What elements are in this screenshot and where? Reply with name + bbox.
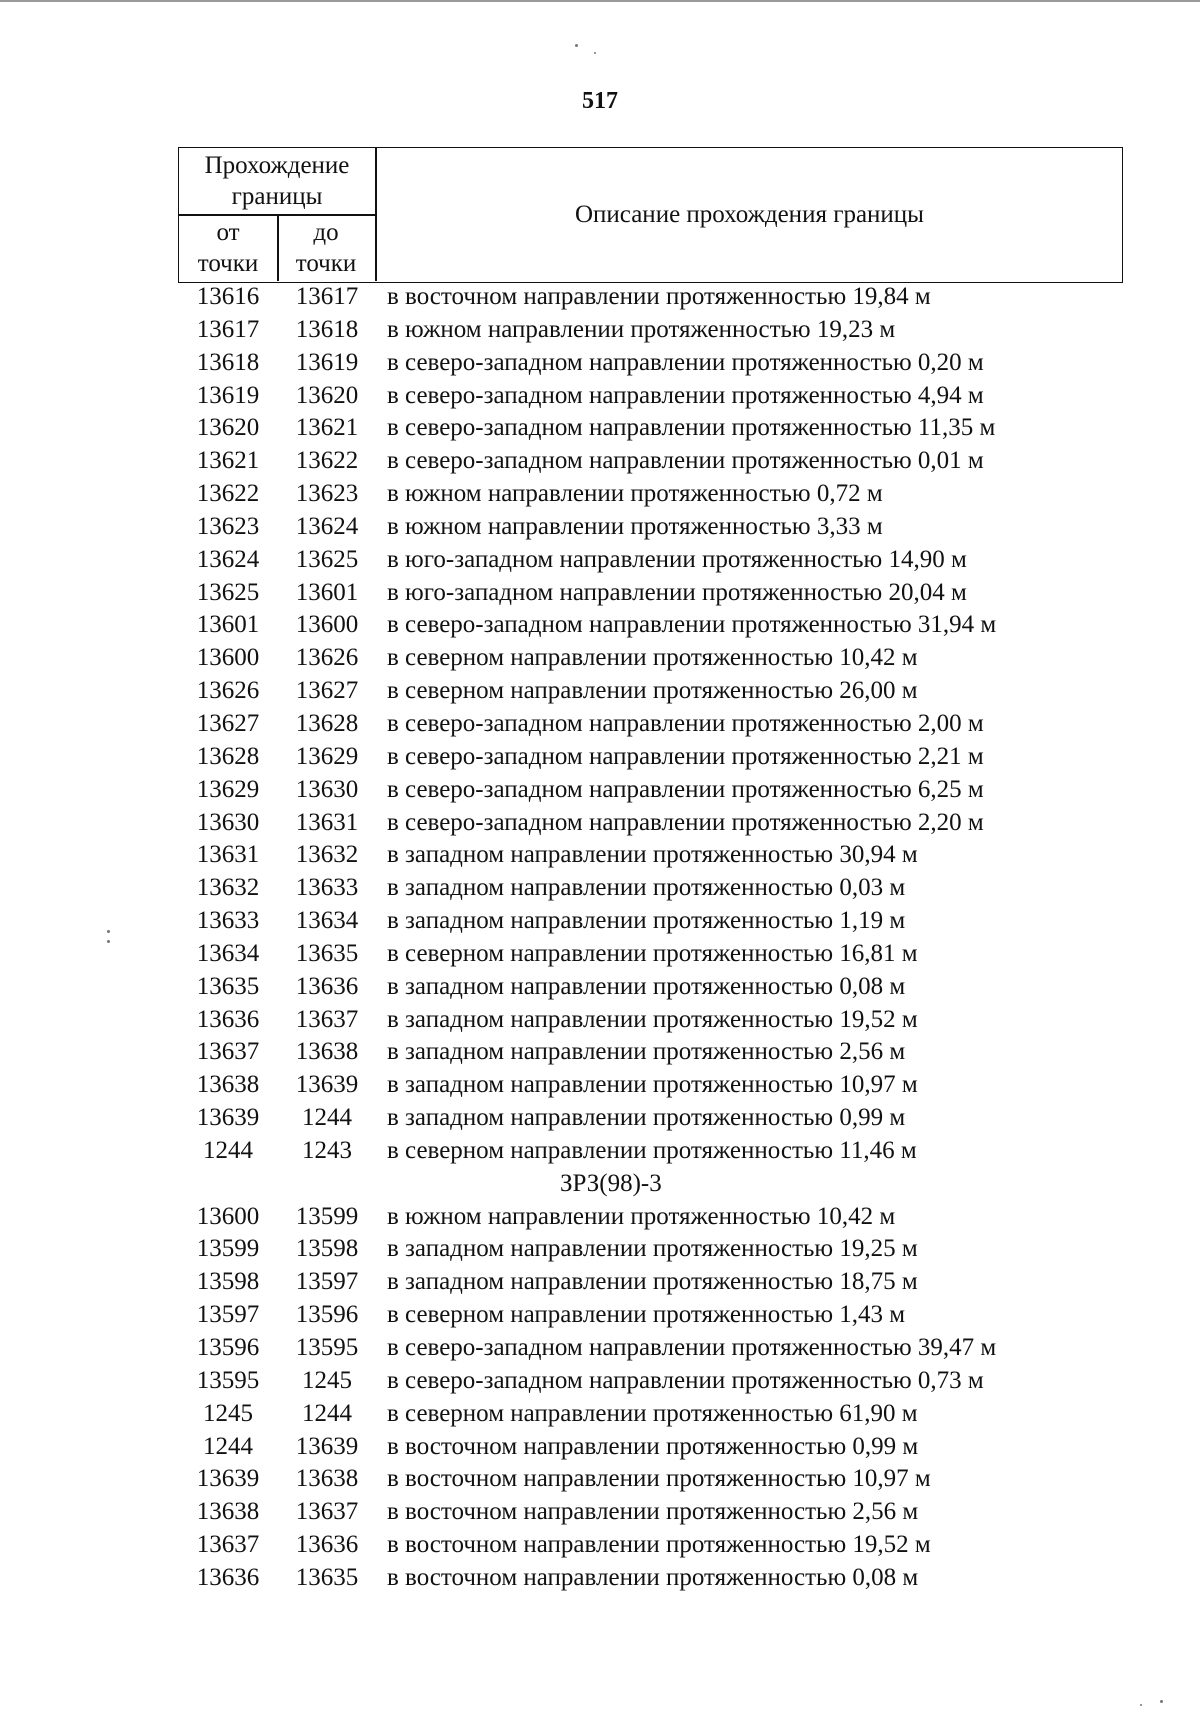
scan-top-edge (0, 0, 1200, 2)
table-row (0, 511, 1200, 544)
description-cell: в восточном направлении протяженностью 2,56 м (387, 1498, 919, 1526)
table-row (0, 1365, 1200, 1398)
to-point-cell: 13619 (295, 348, 359, 376)
to-point-cell: 1244 (302, 1104, 352, 1132)
section-title-text: ЗРЗ(98)-3 (560, 1169, 662, 1197)
to-point-cell: 13620 (295, 381, 359, 409)
description-cell: в северо-западном направлении протяженностью 0,73 м (387, 1366, 984, 1394)
from-point-cell: 13629 (196, 775, 260, 803)
from-point-cell: 13596 (196, 1334, 260, 1361)
description-cell: в западном направлении протяженностью 0,03 м (387, 874, 906, 902)
header-from-line2: точки (197, 250, 259, 277)
header-description: Описание прохождения границы (575, 201, 924, 228)
description-cell: в северном направлении протяженностью 26,00 м (387, 677, 918, 705)
header-to-line2: точки (295, 250, 357, 277)
table-row (0, 1069, 1200, 1102)
description-cell: в северо-западном направлении протяженностью 39,47 м (387, 1334, 997, 1361)
from-point-cell: 13617 (196, 315, 260, 343)
table-row (0, 1102, 1200, 1135)
to-point-cell: 13632 (295, 841, 359, 869)
from-point-cell: 13626 (196, 677, 260, 705)
to-point-cell: 13600 (295, 611, 359, 639)
table-row (0, 872, 1200, 905)
from-point-cell: 13639 (196, 1104, 260, 1132)
description-cell: в северном направлении протяженностью 61,90 м (387, 1399, 918, 1427)
to-point-cell: 13637 (295, 1498, 359, 1526)
to-point-cell: 13617 (295, 283, 359, 310)
description-cell: в северо-западном направлении протяженностью 2,20 м (387, 808, 984, 836)
to-point-cell: 13633 (295, 874, 359, 902)
to-point-cell: 13618 (295, 315, 359, 343)
description-cell: в северо-западном направлении протяженностью 6,25 м (387, 775, 984, 803)
from-point-cell: 13638 (196, 1071, 260, 1099)
description-cell: в северо-западном направлении протяженностью 0,20 м (387, 348, 984, 376)
description-cell: в западном направлении протяженностью 18,75 м (387, 1268, 918, 1296)
to-point-cell: 13630 (295, 775, 359, 803)
table-row (0, 1266, 1200, 1299)
description-cell: в северо-западном направлении протяженностью 2,21 м (387, 742, 984, 770)
description-cell: в северном направлении протяженностью 10,42 м (387, 644, 918, 672)
table-row (0, 1135, 1200, 1168)
from-point-cell: 13634 (196, 939, 260, 967)
description-cell: в северо-западном направлении протяженностью 31,94 м (387, 611, 997, 639)
from-point-cell: 13628 (196, 742, 260, 770)
from-point-cell: 13624 (196, 545, 260, 573)
to-point-cell: 13626 (295, 644, 359, 672)
table-row (0, 445, 1200, 478)
table-row (0, 971, 1200, 1004)
description-cell: в юго-западном направлении протяженностью 20,04 м (387, 578, 967, 606)
header-to-line1: до (313, 219, 339, 246)
description-cell: в восточном направлении протяженностью 19,84 м (387, 283, 931, 310)
table-row (0, 708, 1200, 741)
description-cell: в северном направлении протяженностью 11,46 м (387, 1136, 917, 1164)
header-from-point (179, 217, 277, 279)
from-point-cell: 13595 (196, 1366, 260, 1394)
from-point-cell: 13623 (196, 512, 260, 540)
to-point-cell: 1245 (302, 1366, 352, 1394)
header-to-point (277, 217, 375, 279)
description-cell: в западном направлении протяженностью 0,08 м (387, 972, 906, 1000)
from-point-cell: 13637 (196, 1531, 260, 1559)
from-point-cell: 13639 (196, 1465, 260, 1493)
to-point-cell: 13625 (295, 545, 359, 573)
table-row (0, 905, 1200, 938)
table-row (0, 1004, 1200, 1037)
description-cell: в западном направлении протяженностью 19,25 м (387, 1235, 918, 1263)
from-point-cell: 13600 (196, 1202, 260, 1230)
table-row (0, 544, 1200, 577)
from-point-cell: 13620 (196, 414, 260, 442)
description-cell: в северо-западном направлении протяженностью 4,94 м (387, 381, 984, 409)
table-rows-part1 (0, 281, 1200, 1168)
from-point-cell: 13636 (196, 1005, 260, 1033)
from-point-cell: 13637 (196, 1038, 260, 1066)
header-boundary-line1: Прохождение (204, 152, 350, 179)
to-point-cell: 13599 (295, 1202, 359, 1230)
to-point-cell: 13637 (295, 1005, 359, 1033)
from-point-cell: 13601 (196, 611, 260, 639)
table-row (0, 1299, 1200, 1332)
to-point-cell: 13636 (295, 972, 359, 1000)
to-point-cell: 13621 (295, 414, 359, 442)
to-point-cell: 13635 (295, 1563, 359, 1591)
from-point-cell: 13619 (196, 381, 260, 409)
description-cell: в западном направлении протяженностью 19,52 м (387, 1005, 918, 1033)
description-cell: в восточном направлении протяженностью 0,99 м (387, 1432, 919, 1460)
to-point-cell: 1243 (302, 1136, 352, 1164)
description-cell: в северном направлении протяженностью 1,43 м (387, 1301, 906, 1329)
from-point-cell: 1245 (203, 1399, 253, 1427)
to-point-cell: 13595 (295, 1334, 359, 1361)
table-row (0, 1463, 1200, 1496)
from-point-cell: 13631 (196, 841, 260, 869)
table-row (0, 642, 1200, 675)
table-header (178, 147, 1123, 283)
description-cell: в западном направлении протяженностью 30,94 м (387, 841, 918, 869)
to-point-cell: 1244 (302, 1399, 352, 1427)
to-point-cell: 13638 (295, 1038, 359, 1066)
from-point-cell: 13633 (196, 907, 260, 935)
to-point-cell: 13639 (295, 1432, 359, 1460)
to-point-cell: 13598 (295, 1235, 359, 1263)
from-point-cell: 13627 (196, 709, 260, 737)
boundary-table-body (0, 281, 1200, 1595)
description-cell: в юго-западном направлении протяженностью 14,90 м (387, 545, 967, 573)
to-point-cell: 13638 (295, 1465, 359, 1493)
description-cell: в северо-западном направлении протяженностью 2,00 м (387, 709, 984, 737)
from-point-cell: 13636 (196, 1563, 260, 1591)
description-cell: в южном направлении протяженностью 10,42 м (387, 1202, 896, 1230)
from-point-cell: 13621 (196, 447, 260, 475)
from-point-cell: 13638 (196, 1498, 260, 1526)
from-point-cell: 13616 (196, 283, 260, 310)
from-point-cell: 1244 (203, 1432, 253, 1460)
table-row (0, 1398, 1200, 1431)
to-point-cell: 13601 (295, 578, 359, 606)
table-row (0, 1496, 1200, 1529)
table-row (0, 380, 1200, 413)
table-row (0, 412, 1200, 445)
from-point-cell: 13598 (196, 1268, 260, 1296)
table-row (0, 1201, 1200, 1234)
from-point-cell: 13618 (196, 348, 260, 376)
table-row (0, 839, 1200, 872)
table-row (0, 1562, 1200, 1595)
header-boundary (179, 150, 375, 212)
to-point-cell: 13631 (295, 808, 359, 836)
table-row (0, 774, 1200, 807)
to-point-cell: 13635 (295, 939, 359, 967)
from-point-cell: 13600 (196, 644, 260, 672)
table-row (0, 314, 1200, 347)
table-row (0, 938, 1200, 971)
table-row (0, 1529, 1200, 1562)
to-point-cell: 13627 (295, 677, 359, 705)
to-point-cell: 13623 (295, 480, 359, 508)
table-row (0, 675, 1200, 708)
description-cell: в западном направлении протяженностью 1,19 м (387, 907, 906, 935)
to-point-cell: 13628 (295, 709, 359, 737)
from-point-cell: 1244 (203, 1136, 253, 1164)
description-cell: в западном направлении протяженностью 0,99 м (387, 1104, 906, 1132)
table-row (0, 281, 1200, 314)
description-cell: в южном направлении протяженностью 19,23 м (387, 315, 896, 343)
to-point-cell: 13639 (295, 1071, 359, 1099)
table-row (0, 478, 1200, 511)
table-row (0, 1233, 1200, 1266)
description-cell: в северо-западном направлении протяженностью 0,01 м (387, 447, 984, 475)
header-boundary-line2: границы (231, 183, 323, 210)
table-row (0, 1431, 1200, 1464)
from-point-cell: 13630 (196, 808, 260, 836)
from-point-cell: 13632 (196, 874, 260, 902)
section-title (0, 1168, 1200, 1201)
to-point-cell: 13634 (295, 907, 359, 935)
table-row (0, 807, 1200, 840)
description-cell: в западном направлении протяженностью 2,56 м (387, 1038, 906, 1066)
table-row (0, 741, 1200, 774)
header-from-line1: от (216, 219, 240, 246)
table-row (0, 609, 1200, 642)
from-point-cell: 13597 (196, 1301, 260, 1329)
table-row (0, 347, 1200, 380)
from-point-cell: 13599 (196, 1235, 260, 1263)
to-point-cell: 13622 (295, 447, 359, 475)
description-cell: в южном направлении протяженностью 3,33 м (387, 512, 883, 540)
to-point-cell: 13597 (295, 1268, 359, 1296)
description-cell: в южном направлении протяженностью 0,72 м (387, 480, 883, 508)
table-row (0, 1036, 1200, 1069)
table-row (0, 577, 1200, 610)
to-point-cell: 13636 (295, 1531, 359, 1559)
description-cell: в северном направлении протяженностью 16,81 м (387, 939, 918, 967)
description-cell: в восточном направлении протяженностью 0,08 м (387, 1563, 919, 1591)
description-cell: в северо-западном направлении протяженностью 11,35 м (387, 414, 996, 442)
page-number: 517 (582, 88, 618, 114)
table-row (0, 1332, 1200, 1365)
description-cell: в западном направлении протяженностью 10,97 м (387, 1071, 918, 1099)
from-point-cell: 13635 (196, 972, 260, 1000)
from-point-cell: 13625 (196, 578, 260, 606)
description-cell: в восточном направлении протяженностью 10,97 м (387, 1465, 931, 1493)
to-point-cell: 13629 (295, 742, 359, 770)
from-point-cell: 13622 (196, 480, 260, 508)
description-cell: в восточном направлении протяженностью 19,52 м (387, 1531, 931, 1559)
table-rows-part2 (0, 1201, 1200, 1595)
to-point-cell: 13624 (295, 512, 359, 540)
to-point-cell: 13596 (295, 1301, 359, 1329)
